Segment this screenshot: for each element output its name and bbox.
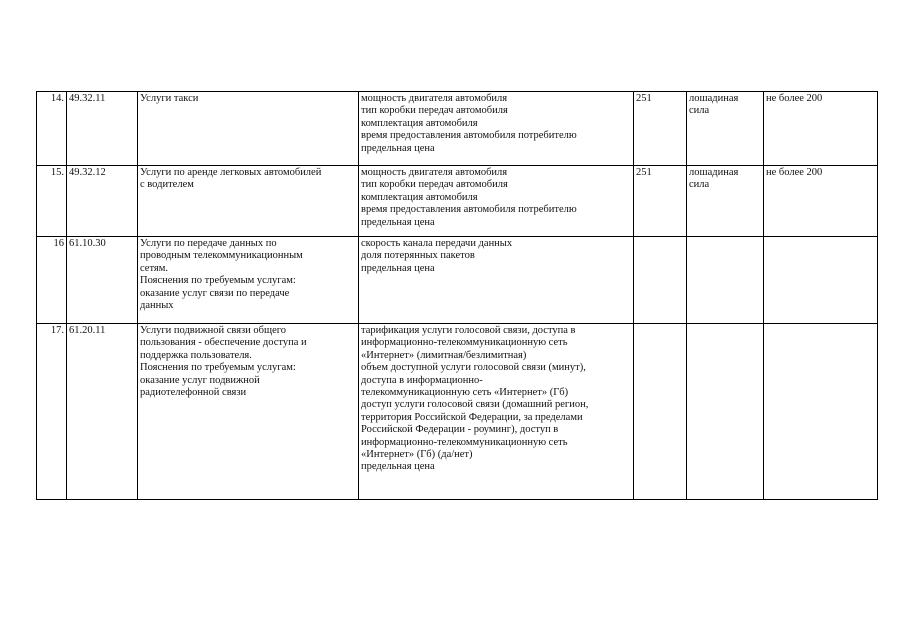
- unit-name: лошадиная сила: [687, 92, 764, 166]
- okei-code: [634, 324, 687, 500]
- row-number: 17.: [37, 324, 67, 500]
- table-row: [37, 166, 878, 237]
- value: [764, 324, 878, 500]
- characteristics: скорость канала передачи данных доля потерянных пакетов предельная цена: [359, 237, 634, 324]
- okei-code: [634, 237, 687, 324]
- unit-name: [687, 324, 764, 500]
- row-number: 15.: [37, 166, 67, 237]
- service-name: Услуги такси: [138, 92, 359, 166]
- okei-code: 251: [634, 166, 687, 237]
- row-number: 14.: [37, 92, 67, 166]
- value: [764, 237, 878, 324]
- okpd-code: 49.32.11: [67, 92, 138, 166]
- unit-name: [687, 237, 764, 324]
- value: не более 200: [764, 166, 878, 237]
- service-name: Услуги подвижной связи общего пользования - обеспечение доступа и поддержка пользователя. Пояснения по требуемым услугам: оказание услуг подвижной радиотелефонной связи: [138, 324, 359, 500]
- characteristics: мощность двигателя автомобиля тип коробки передач автомобиля комплектация автомобиля время предоставления автомобиля потребителю предельная цена: [359, 166, 634, 237]
- service-name: Услуги по аренде легковых автомобилей с водителем: [138, 166, 359, 237]
- okpd-code: 61.10.30: [67, 237, 138, 324]
- table-row: [37, 92, 878, 166]
- table-row: [37, 237, 878, 324]
- characteristics: мощность двигателя автомобиля тип коробки передач автомобиля комплектация автомобиля время предоставления автомобиля потребителю предельная цена: [359, 92, 634, 166]
- characteristics: тарификация услуги голосовой связи, доступа в информационно-телекоммуникационную сеть «Интернет» (лимитная/безлимитная) объем доступной услуги голосовой связи (минут), доступа в информационно- телекоммуникационную сеть «Интернет» (Гб) доступ услуги голосовой связи (домашний регион, территория Российской Федерации, за пределами Российской Федерации - роуминг), доступ в информационно-телекоммуникационную сеть «Интернет» (Гб) (да/нет) предельная цена: [359, 324, 634, 500]
- okei-code: 251: [634, 92, 687, 166]
- service-name: Услуги по передаче данных по проводным телекоммуникационным сетям. Пояснения по требуемым услугам: оказание услуг связи по передаче данных: [138, 237, 359, 324]
- value: не более 200: [764, 92, 878, 166]
- row-number: 16: [37, 237, 67, 324]
- table-row: [37, 324, 878, 500]
- okpd-code: 61.20.11: [67, 324, 138, 500]
- unit-name: лошадиная сила: [687, 166, 764, 237]
- requirements-table: [36, 91, 878, 500]
- okpd-code: 49.32.12: [67, 166, 138, 237]
